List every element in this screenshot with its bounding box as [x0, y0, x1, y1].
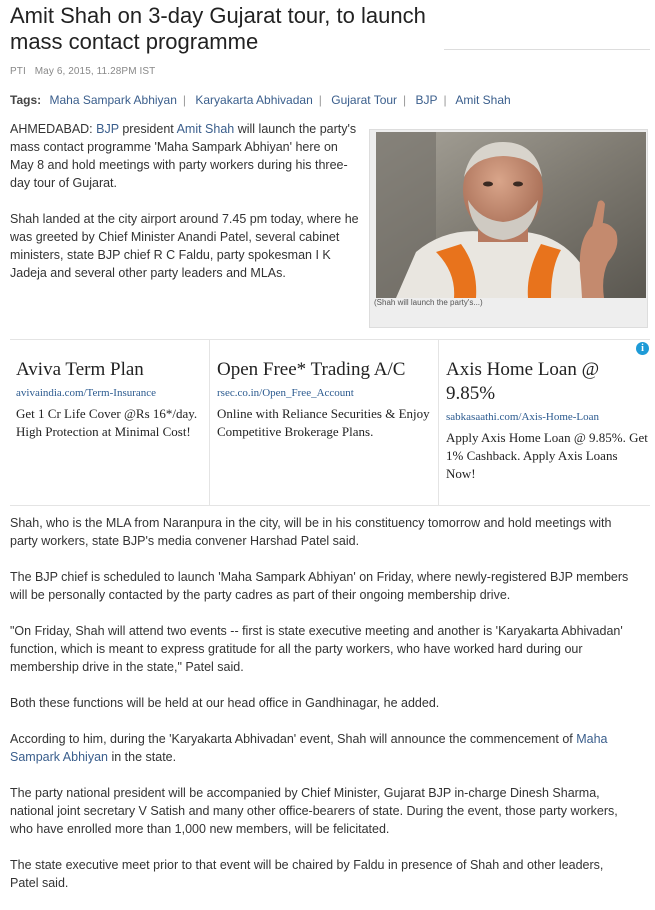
tag-separator: |	[443, 93, 447, 107]
article-body	[10, 514, 635, 910]
lead-paragraph-2: Shah landed at the city airport around 7.45 pm today, where he was greeted by Chief Minister Anandi Patel, several cabinet ministers, state BJP chief R C Faldu, party spokesman I K Jadeja and several other party leaders and MLAs.	[10, 212, 359, 280]
article-lead	[10, 120, 360, 300]
amit-shah-photo	[376, 132, 646, 298]
body-paragraph: Both these functions will be held at our head office in Gandhinagar, he added.	[10, 696, 440, 710]
ad-aviva[interactable]	[10, 340, 210, 505]
tag-link-amit-shah[interactable]: Amit Shah	[455, 93, 511, 107]
sponsored-ads	[10, 339, 650, 506]
ad-url[interactable]: sabkasaathi.com/Axis-Home-Loan	[446, 411, 600, 423]
body-paragraph: The state executive meet prior to that event will be chaired by Faldu in presence of Shah and other leaders, Patel said.	[10, 858, 604, 890]
ad-title[interactable]: Open Free* Trading A/C	[217, 359, 406, 380]
dateline: AHMEDABAD:	[10, 122, 93, 136]
article-headline: Amit Shah on 3-day Gujarat tour, to launch mass contact programme	[10, 3, 426, 54]
lead-text: will launch the party's mass contact programme 'Maha Sampark Abhiyan' here on May 8 and hold meetings with party workers during his three-day tour of Gujarat.	[10, 122, 357, 190]
photo-caption: (Shah will launch the party's...)	[374, 298, 483, 307]
body-paragraph: "On Friday, Shah will attend two events -- first is state executive meeting and another is 'Karyakarta Abhivadan' function, which is meant to express gratitude for all the party workers, who have worked hard during our membership drive in the state," Patel said.	[10, 624, 623, 674]
article-meta	[10, 66, 161, 77]
ad-reliance[interactable]	[210, 340, 439, 505]
lead-paragraph-1	[10, 120, 360, 192]
tags-bar	[10, 92, 511, 108]
body-paragraph: The party national president will be accompanied by Chief Minister, Gujarat BJP in-charge Dinesh Sharma, national joint secretary V Satish and many other office-bearers of state. During the event, those party workers, who have enrolled more than 1,000 new members, will be felicitated.	[10, 786, 618, 836]
ad-description: Apply Axis Home Loan @ 9.85%. Get 1% Cashback. Apply Axis Loans Now!	[446, 430, 648, 481]
tag-separator: |	[318, 93, 322, 107]
ad-url[interactable]: rsec.co.in/Open_Free_Account	[217, 387, 354, 399]
ad-description: Online with Reliance Securities & Enjoy Competitive Brokerage Plans.	[217, 406, 430, 439]
tag-separator: |	[403, 93, 407, 107]
ad-description: Get 1 Cr Life Cover @Rs 16*/day. High Protection at Minimal Cost!	[16, 406, 198, 439]
tag-link-gujarat-tour[interactable]: Gujarat Tour	[331, 93, 398, 107]
lead-text: president	[122, 122, 174, 136]
body-paragraph: Shah, who is the MLA from Naranpura in the city, will be in his constituency tomorrow and hold meetings with party workers, state BJP's media convener Harshad Patel said.	[10, 516, 612, 548]
ad-axis[interactable]	[439, 340, 650, 505]
body-text: According to him, during the 'Karyakarta Abhivadan' event, Shah will announce the commencement of	[10, 732, 573, 746]
amit-shah-link[interactable]: Amit Shah	[176, 122, 235, 136]
ad-info-icon[interactable]: i	[636, 342, 649, 355]
tag-link-karyakarta-abhivadan[interactable]: Karyakarta Abhivadan	[195, 93, 313, 107]
article-photo[interactable]	[376, 132, 646, 298]
body-paragraph	[10, 730, 635, 766]
bjp-link[interactable]: BJP	[96, 122, 119, 136]
ad-url[interactable]: avivaindia.com/Term-Insurance	[16, 387, 157, 399]
divider	[444, 49, 650, 50]
article-date: May 6, 2015, 11.28PM IST	[34, 66, 156, 77]
ad-title[interactable]: Aviva Term Plan	[16, 359, 144, 380]
tags-label: Tags:	[10, 93, 42, 107]
tag-separator: |	[182, 93, 186, 107]
maha-sampark-abhiyan-link[interactable]: Maha Sampark Abhiyan	[10, 732, 608, 764]
article-photo-box[interactable]	[369, 129, 648, 328]
ad-title[interactable]: Axis Home Loan @ 9.85%	[446, 359, 600, 404]
tag-link-maha-sampark-abhiyan[interactable]: Maha Sampark Abhiyan	[49, 93, 177, 107]
body-text: in the state.	[111, 750, 177, 764]
article-source: PTI	[10, 66, 26, 77]
tag-link-bjp[interactable]: BJP	[415, 93, 438, 107]
body-paragraph: The BJP chief is scheduled to launch 'Maha Sampark Abhiyan' on Friday, where newly-registered BJP members will be personally contacted by the party cadres as part of their ongoing membership drive.	[10, 570, 629, 602]
